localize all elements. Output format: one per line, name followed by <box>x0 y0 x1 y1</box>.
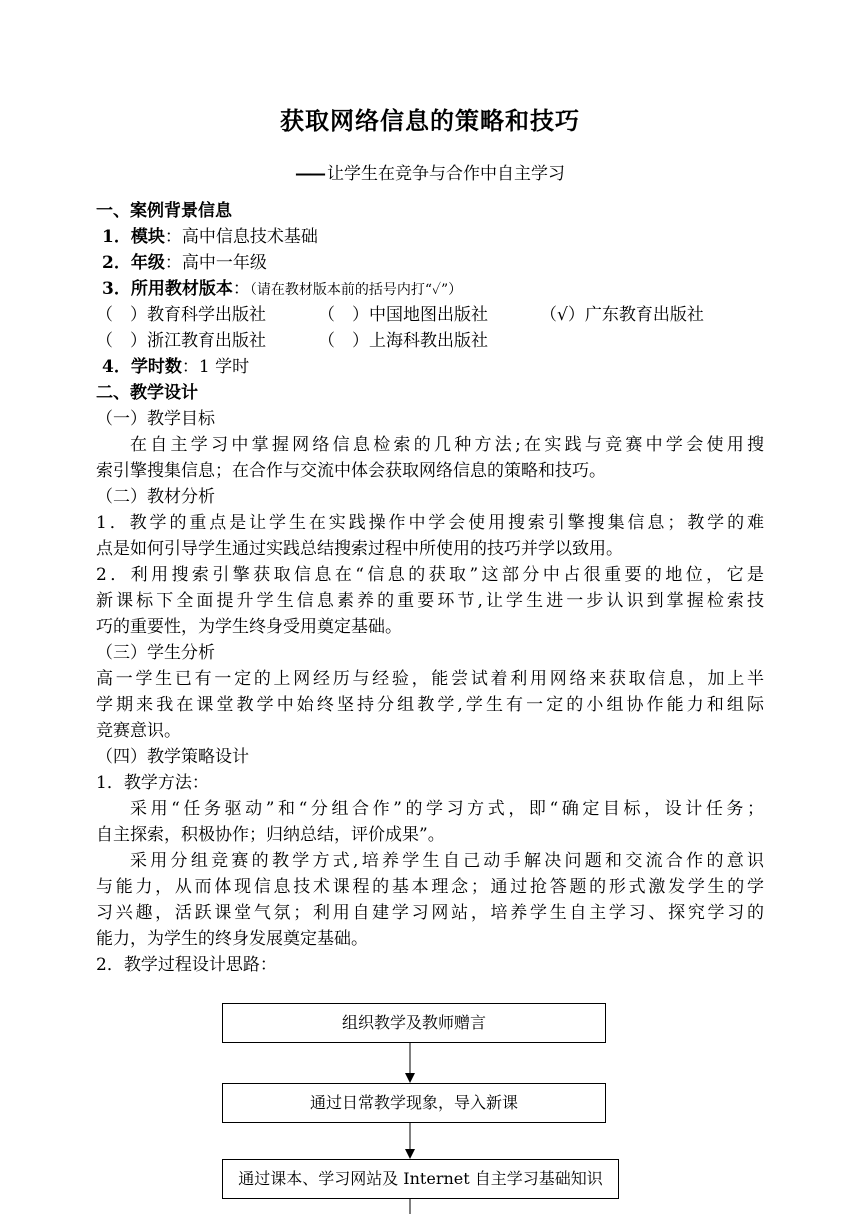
grade-sep: ： <box>164 253 182 273</box>
document-title: 获取网络信息的策略和技巧 <box>280 106 580 135</box>
textbook-options-row-1 <box>96 302 764 328</box>
hours-line <box>96 354 764 380</box>
subtitle-dash: —— <box>295 164 323 184</box>
flow-arrow-1 <box>405 1043 415 1083</box>
textbook-sep: ： <box>232 279 250 299</box>
students-line: 竞赛意识。 <box>96 721 181 741</box>
method-p2-line: 习兴趣，活跃课堂气氛；利用自建学习网站，培养学生自主学习、探究学习的 <box>96 903 764 923</box>
method-p1-line: 采用“任务驱动”和“分组合作”的学习方式，即“确定目标，设计任务； <box>130 799 764 819</box>
grade-line <box>96 250 764 276</box>
goal-line: 索引擎搜集信息；在合作与交流中体会获取网络信息的策略和技巧。 <box>96 461 606 481</box>
textbook-options-row-2 <box>96 328 764 354</box>
hours-label: 学时数 <box>130 357 182 377</box>
strategy-heading: （四）教学策略设计 <box>96 747 249 767</box>
method-p2-line: 采用分组竞赛的教学方式,培养学生自己动手解决问题和交流合作的意识 <box>130 851 764 871</box>
hours-value: 1 学时 <box>198 357 250 377</box>
option-shanghai-kejiao: （ ）上海科教出版社 <box>318 331 488 351</box>
grade-value: 高中一年级 <box>181 253 267 273</box>
option-jiaoyu-kexue: （ ）教育科学出版社 <box>96 305 266 325</box>
grade-num: 2． <box>102 253 131 273</box>
flow-step-3: 通过课本、学习网站及 Internet 自主学习基础知识 <box>222 1159 619 1199</box>
goal-heading: （一）教学目标 <box>96 409 215 429</box>
section-2-heading: 二、教学设计 <box>96 383 198 403</box>
method-p2-line: 与能力，从而体现信息技术课程的基本理念；通过抢答题的形式激发学生的学 <box>96 877 764 897</box>
material-line: 点是如何引导学生通过实践总结搜索过程中所使用的技巧并学以致用。 <box>96 539 623 559</box>
module-label: 模块 <box>130 227 165 247</box>
hours-num: 4． <box>102 357 131 377</box>
flow-arrow-2 <box>405 1123 415 1159</box>
material-line: 巧的重要性，为学生终身受用奠定基础。 <box>96 617 402 637</box>
option-guangdong-jiaoyu: （√）广东教育出版社 <box>540 305 704 325</box>
process-heading: 2．教学过程设计思路： <box>96 955 277 975</box>
flow-step-1: 组织教学及教师赠言 <box>222 1003 606 1043</box>
students-line: 高一学生已有一定的上网经历与经验，能尝试着利用网络来获取信息，加上半 <box>96 669 764 689</box>
subtitle-text: 让学生在竞争与合作中自主学习 <box>327 164 565 184</box>
material-line: 1．教学的重点是让学生在实践操作中学会使用搜索引擎搜集信息；教学的难 <box>96 513 764 533</box>
method-heading: 1．教学方法： <box>96 773 209 793</box>
students-heading: （三）学生分析 <box>96 643 215 663</box>
module-value: 高中信息技术基础 <box>181 227 318 247</box>
textbook-num: 3． <box>102 279 131 299</box>
material-heading: （二）教材分析 <box>96 487 215 507</box>
module-line <box>96 224 764 250</box>
option-zhongguo-ditu: （ ）中国地图出版社 <box>318 305 488 325</box>
module-sep: ： <box>164 227 182 247</box>
students-line: 学期来我在课堂教学中始终坚持分组教学,学生有一定的小组协作能力和组际 <box>96 695 764 715</box>
document-subtitle <box>0 160 860 188</box>
method-p2-line: 能力，为学生的终身发展奠定基础。 <box>96 929 368 949</box>
method-p1-line: 自主探索，积极协作；归纳总结，评价成果”。 <box>96 825 445 845</box>
section-1-heading: 一、案例背景信息 <box>96 201 232 221</box>
material-line: 2．利用搜索引擎获取信息在“信息的获取”这部分中占很重要的地位，它是 <box>96 565 764 585</box>
material-line: 新课标下全面提升学生信息素养的重要环节,让学生进一步认识到掌握检索技 <box>96 591 764 611</box>
hours-sep: ： <box>181 357 199 377</box>
module-num: 1． <box>102 227 131 247</box>
textbook-label: 所用教材版本 <box>130 279 233 299</box>
textbook-line <box>96 276 764 302</box>
goal-line: 在自主学习中掌握网络信息检索的几种方法;在实践与竞赛中学会使用搜 <box>130 435 764 455</box>
flow-step-2: 通过日常教学现象，导入新课 <box>222 1083 606 1123</box>
document-body <box>96 198 764 978</box>
textbook-note: （请在教材版本前的括号内打“✓”） <box>249 282 463 298</box>
grade-label: 年级 <box>130 253 165 273</box>
option-zhejiang-jiaoyu: （ ）浙江教育出版社 <box>96 331 266 351</box>
